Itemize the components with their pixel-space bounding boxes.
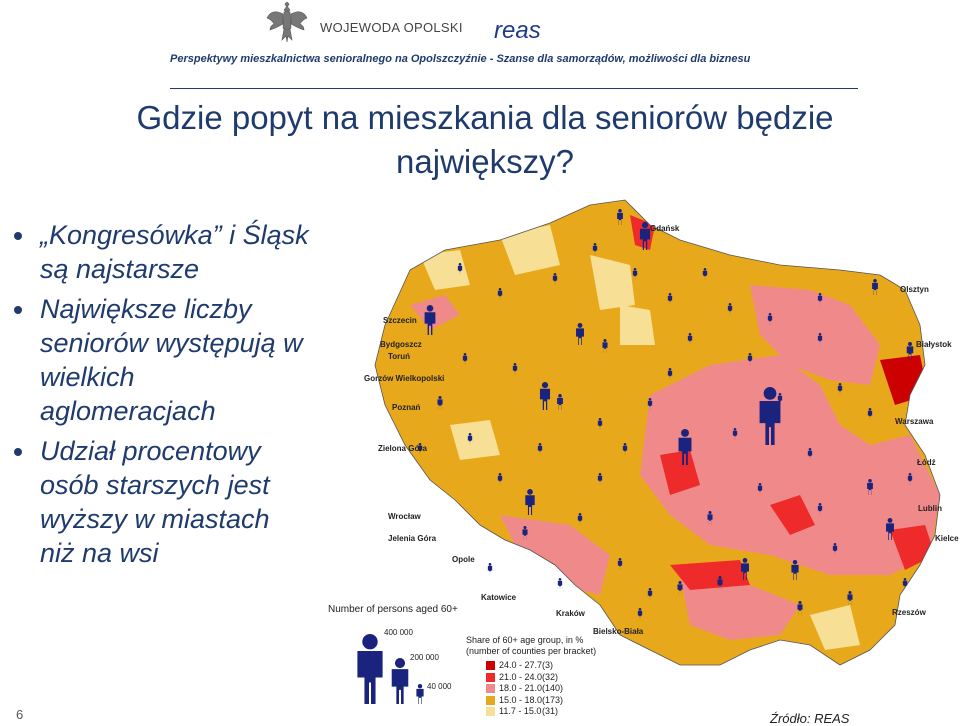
city-label-szczecin: Szczecin [383, 316, 417, 325]
share-legend-row [486, 695, 576, 706]
person-figure-icon [416, 684, 423, 704]
header-divider [170, 88, 858, 89]
city-label-rzeszow: Rzeszów [892, 608, 926, 617]
city-label-gorzow: Gorzów Wielkopolski [364, 374, 445, 383]
polish-eagle-emblem-icon [264, 2, 310, 46]
person-figure-icon [558, 578, 562, 590]
source-note: Źródło: REAS [770, 711, 850, 726]
city-label-olsztyn: Olsztyn [900, 285, 929, 294]
person-figure-icon [392, 658, 409, 704]
city-label-kielce: Kielce [935, 534, 959, 543]
legend-swatch [486, 696, 495, 705]
svg-text:reas: reas [494, 17, 541, 44]
city-label-lublin: Lublin [918, 504, 942, 513]
bullet-dot-icon [14, 232, 22, 240]
city-label-lodz: Łódź [917, 458, 936, 467]
header [0, 0, 960, 90]
city-label-wroclaw: Wrocław [388, 512, 421, 521]
city-label-krakow: Kraków [556, 609, 585, 618]
legend-range: 15.0 - 18.0 [499, 694, 543, 705]
person-figure-icon [357, 634, 382, 704]
city-label-bielsko-biala: Bielsko-Biała [593, 627, 644, 636]
city-label-bialystok: Białystok [916, 340, 952, 349]
bullet-dot-icon [14, 448, 22, 456]
city-label-torun: Toruń [388, 352, 411, 361]
persons-legend [350, 618, 460, 708]
city-label-gdansk: Gdańsk [650, 224, 680, 233]
city-label-katowice: Katowice [481, 593, 517, 602]
legend-swatch [486, 707, 495, 716]
page-number: 6 [16, 707, 24, 722]
legend-range: 24.0 - 27.7 [499, 660, 543, 670]
legend-count: (32) [542, 671, 559, 682]
presentation-subtitle: Perspektywy mieszkalnictwa senioralnego na Opolszczyźnie - Szanse dla samorządów, możliwości dla biznesu [170, 53, 751, 65]
legend-swatch [486, 684, 495, 693]
legend-count: (140) [542, 683, 564, 693]
bullet-item [10, 292, 310, 428]
legend-count: (31) [542, 706, 559, 716]
city-label-jelenia-gora: Jelenia Góra [388, 534, 437, 543]
share-legend-heading: Share of 60+ age group, in % [466, 635, 584, 645]
share-legend-title [466, 635, 606, 657]
legend-range: 21.0 - 24.0 [499, 671, 543, 682]
city-label-poznan: Poznań [392, 403, 421, 412]
persons-legend-title: Number of persons aged 60+ [328, 604, 458, 615]
share-legend-row [486, 672, 576, 683]
bullet-list [10, 218, 310, 576]
legend-range: 18.0 - 21.0 [499, 683, 543, 693]
share-legend-row [486, 706, 576, 717]
reas-logo [490, 14, 570, 44]
bullet-text: Największe liczby seniorów występują w wielkich aglomeracjach [40, 294, 303, 426]
legend-count: (3) [542, 660, 553, 670]
bullet-dot-icon [14, 306, 22, 314]
slide-title: Gdzie popyt na mieszkania dla seniorów będzie największy? [136, 99, 834, 180]
city-label-bydgoszcz: Bydgoszcz [380, 340, 422, 349]
legend-count: (173) [542, 694, 564, 705]
bullet-item [10, 218, 310, 286]
legend-swatch [486, 661, 495, 670]
share-legend-subheading: (number of counties per bracket) [466, 646, 597, 656]
persons-legend-label: 400 000 [384, 628, 413, 637]
city-label-warszawa: Warszawa [895, 417, 934, 426]
bullet-item [10, 434, 310, 570]
bullet-text: „Kongresówka” i Śląsk są najstarsze [40, 220, 309, 284]
persons-legend-label: 40 000 [427, 682, 452, 691]
voivode-label: WOJEWODA OPOLSKI [320, 20, 463, 35]
share-legend-row [486, 683, 576, 694]
city-label-opole: Opole [452, 555, 475, 564]
share-legend-row [486, 660, 576, 671]
legend-swatch [486, 673, 495, 682]
person-figure-icon [488, 563, 492, 575]
persons-legend-label: 200 000 [410, 653, 439, 662]
city-label-zielona-gora: Zielona Góra [378, 444, 427, 453]
bullet-text: Udział procentowy osób starszych jest wyższy w miastach niż na wsi [40, 436, 270, 568]
legend-range: 11.7 - 15.0 [499, 706, 542, 716]
